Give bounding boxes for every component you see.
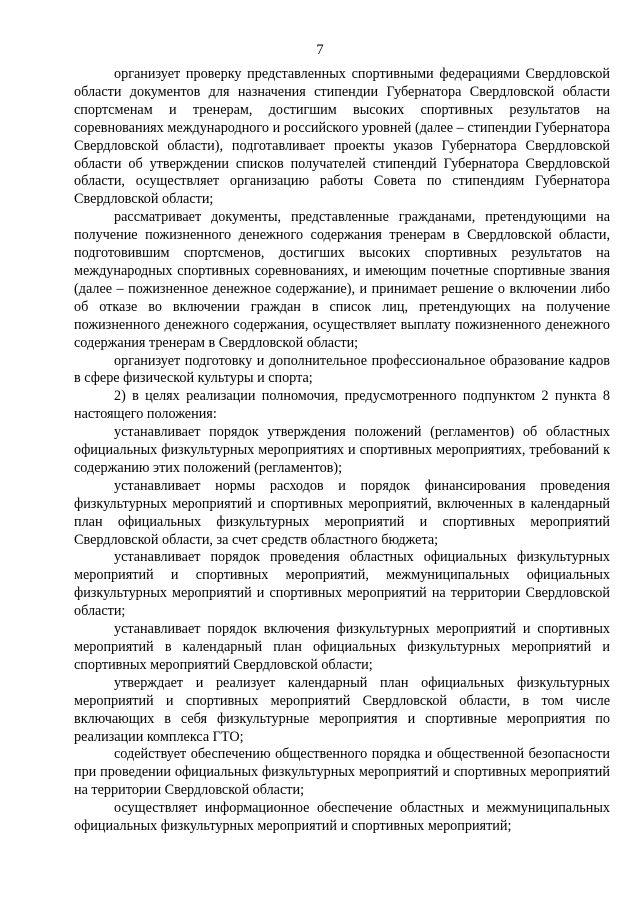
document-body	[74, 66, 610, 836]
paragraph-9: утверждает и реализует календарный план официальных физкультурных мероприятий и спортивных мероприятий Свердловской области, в том числе включающих в себя физкультурные мероприятия и спортивные мероприятия по реализации комплекса ГТО;	[74, 674, 610, 745]
paragraph-1: организует проверку представленных спортивными федерациями Свердловской области документов для назначения стипендии Губернатора Свердловской области спортсменам и тренерам, достигшим высоких спортивных результатов на соревнованиях международного и российского уровней (далее – стипендии Губернатора Свердловской области), подготавливает проекты указов Губернатора Свердловской области об утверждении списков получателей стипендий Губернатора Свердловской области, осуществляет организацию работы Совета по стипендиям Губернатора Свердловской области;	[74, 66, 610, 208]
paragraph-11: осуществляет информационное обеспечение областных и межмуниципальных официальных физкультурных мероприятий и спортивных мероприятий;	[74, 800, 610, 835]
paragraph-6: устанавливает нормы расходов и порядок финансирования проведения физкультурных мероприятий и спортивных мероприятий, включенных в календарный план официальных физкультурных мероприятий и спортивных мероприятий Свердловской области, за счет средств областного бюджета;	[74, 477, 610, 548]
paragraph-3: организует подготовку и дополнительное профессиональное образование кадров в сфере физической культуры и спорта;	[74, 352, 610, 387]
paragraph-8: устанавливает порядок включения физкультурных мероприятий и спортивных мероприятий в календарный план официальных физкультурных мероприятий и спортивных мероприятий Свердловской области;	[74, 621, 610, 673]
paragraph-4: 2) в целях реализации полномочия, предусмотренного подпунктом 2 пункта 8 настоящего положения:	[74, 388, 610, 423]
paragraph-10: содействует обеспечению общественного порядка и общественной безопасности при проведении официальных физкультурных мероприятий и спортивных мероприятий на территории Свердловской области;	[74, 746, 610, 799]
paragraph-7: устанавливает порядок проведения областных официальных физкультурных мероприятий и спортивных мероприятий, межмуниципальных официальных физкультурных мероприятий и спортивных мероприятий на территории Свердловской области;	[74, 549, 610, 620]
paragraph-2: рассматривает документы, представленные гражданами, претендующими на получение пожизненного денежного содержания тренерам в Свердловской области, подготовившим спортсменов, достигших высоких спортивных результатов на международных спортивных соревнованиях, и имеющим почетные спортивные звания (далее – пожизненное денежное содержание), и принимает решение о включении либо об отказе во включении граждан в список лиц, претендующих на получение пожизненного денежного содержания, осуществляет выплату пожизненного денежного содержания тренерам в Свердловской области;	[74, 209, 610, 351]
page-number: 7	[316, 42, 324, 58]
paragraph-5: устанавливает порядок утверждения положений (регламентов) об областных официальных физкультурных мероприятиях и спортивных мероприятиях, требований к содержанию этих положений (регламентов);	[74, 424, 610, 476]
